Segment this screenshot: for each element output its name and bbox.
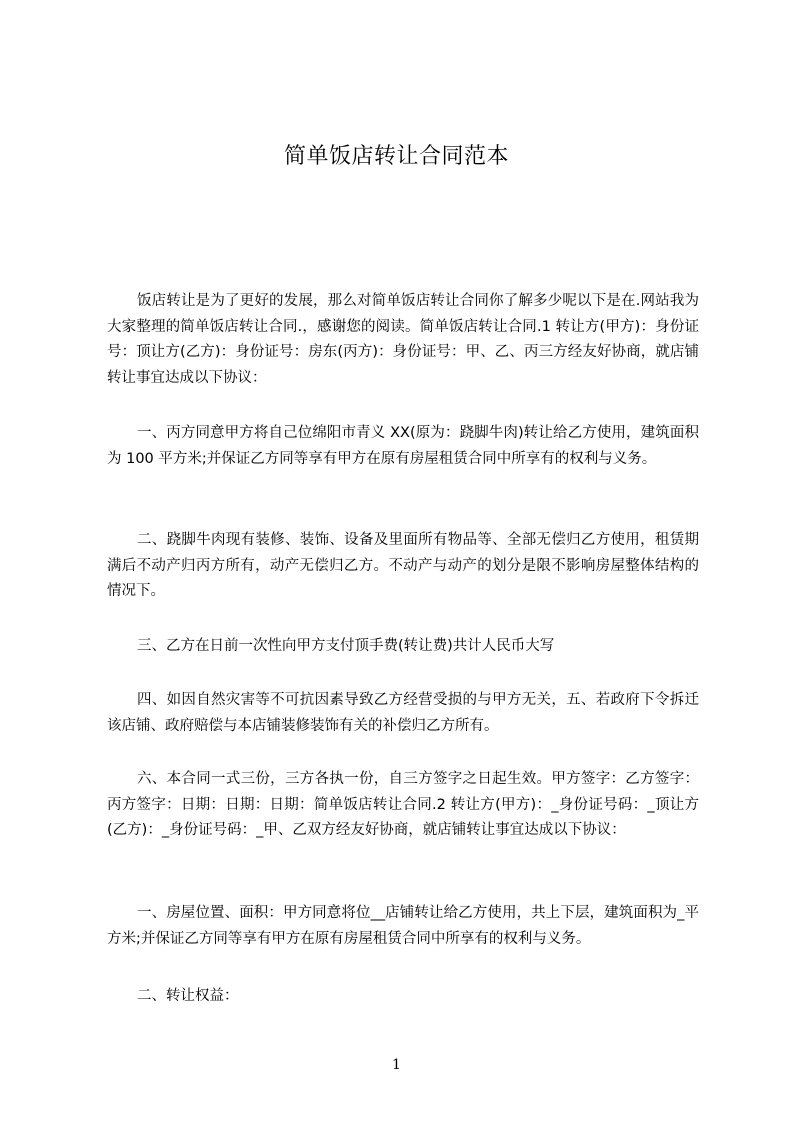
paragraph-clause-2: 二、跷脚牛肉现有装修、装饰、设备及里面所有物品等、全部无偿归乙方使用，租赁期满后不动产归丙方所有，动产无偿归乙方。不动产与动产的划分是限不影响房屋整体结构的情况下。 [107, 532, 699, 599]
page-number: 1 [392, 1057, 401, 1073]
paragraph-clause-1: 一、丙方同意甲方将自己位绵阳市青义 XX(原为：跷脚牛肉)转让给乙方使用，建筑面积为 100 平方米;并保证乙方同等享有甲方在原有房屋租赁合同中所享有的权利与义务。 [107, 425, 699, 467]
document-title: 简单饭店转让合同范本 [283, 144, 509, 169]
paragraph-contract-2-clause-2: 二、转让权益： [137, 988, 239, 1004]
paragraph-clause-6: 六、本合同一式三份，三方各执一份，自三方签字之日起生效。甲方签字：乙方签字：丙方签字：日期：日期：日期：简单饭店转让合同.2 转让方(甲方)：_身份证号码：_顶让方(乙方)：_身份证号码：_甲、乙双方经友好协商，就店铺转让事宜达成以下协议： [107, 771, 699, 838]
paragraph-clause-4-5: 四、如因自然灾害等不可抗因素导致乙方经营受损的与甲方无关，五、若政府下令拆迁该店铺、政府赔偿与本店铺装修装饰有关的补偿归乙方所有。 [107, 692, 699, 734]
paragraph-intro: 饭店转让是为了更好的发展，那么对简单饭店转让合同你了解多少呢以下是在.网站我为大家整理的简单饭店转让合同.，感谢您的阅读。简单饭店转让合同.1 转让方(甲方)：身份证号：顶让方(乙方)：身份证号：房东(丙方)：身份证号：甲、乙、丙三方经友好协商，就店铺转让事宜达成以下协议： [107, 293, 699, 386]
paragraph-clause-3: 三、乙方在日前一次性向甲方支付顶手费(转让费)共计人民币大写 [137, 638, 555, 654]
paragraph-contract-2-clause-1: 一、房屋位置、面积：甲方同意将位__店铺转让给乙方使用，共上下层，建筑面积为_平方米;并保证乙方同等享有甲方在原有房屋租赁合同中所享有的权利与义务。 [107, 905, 699, 947]
